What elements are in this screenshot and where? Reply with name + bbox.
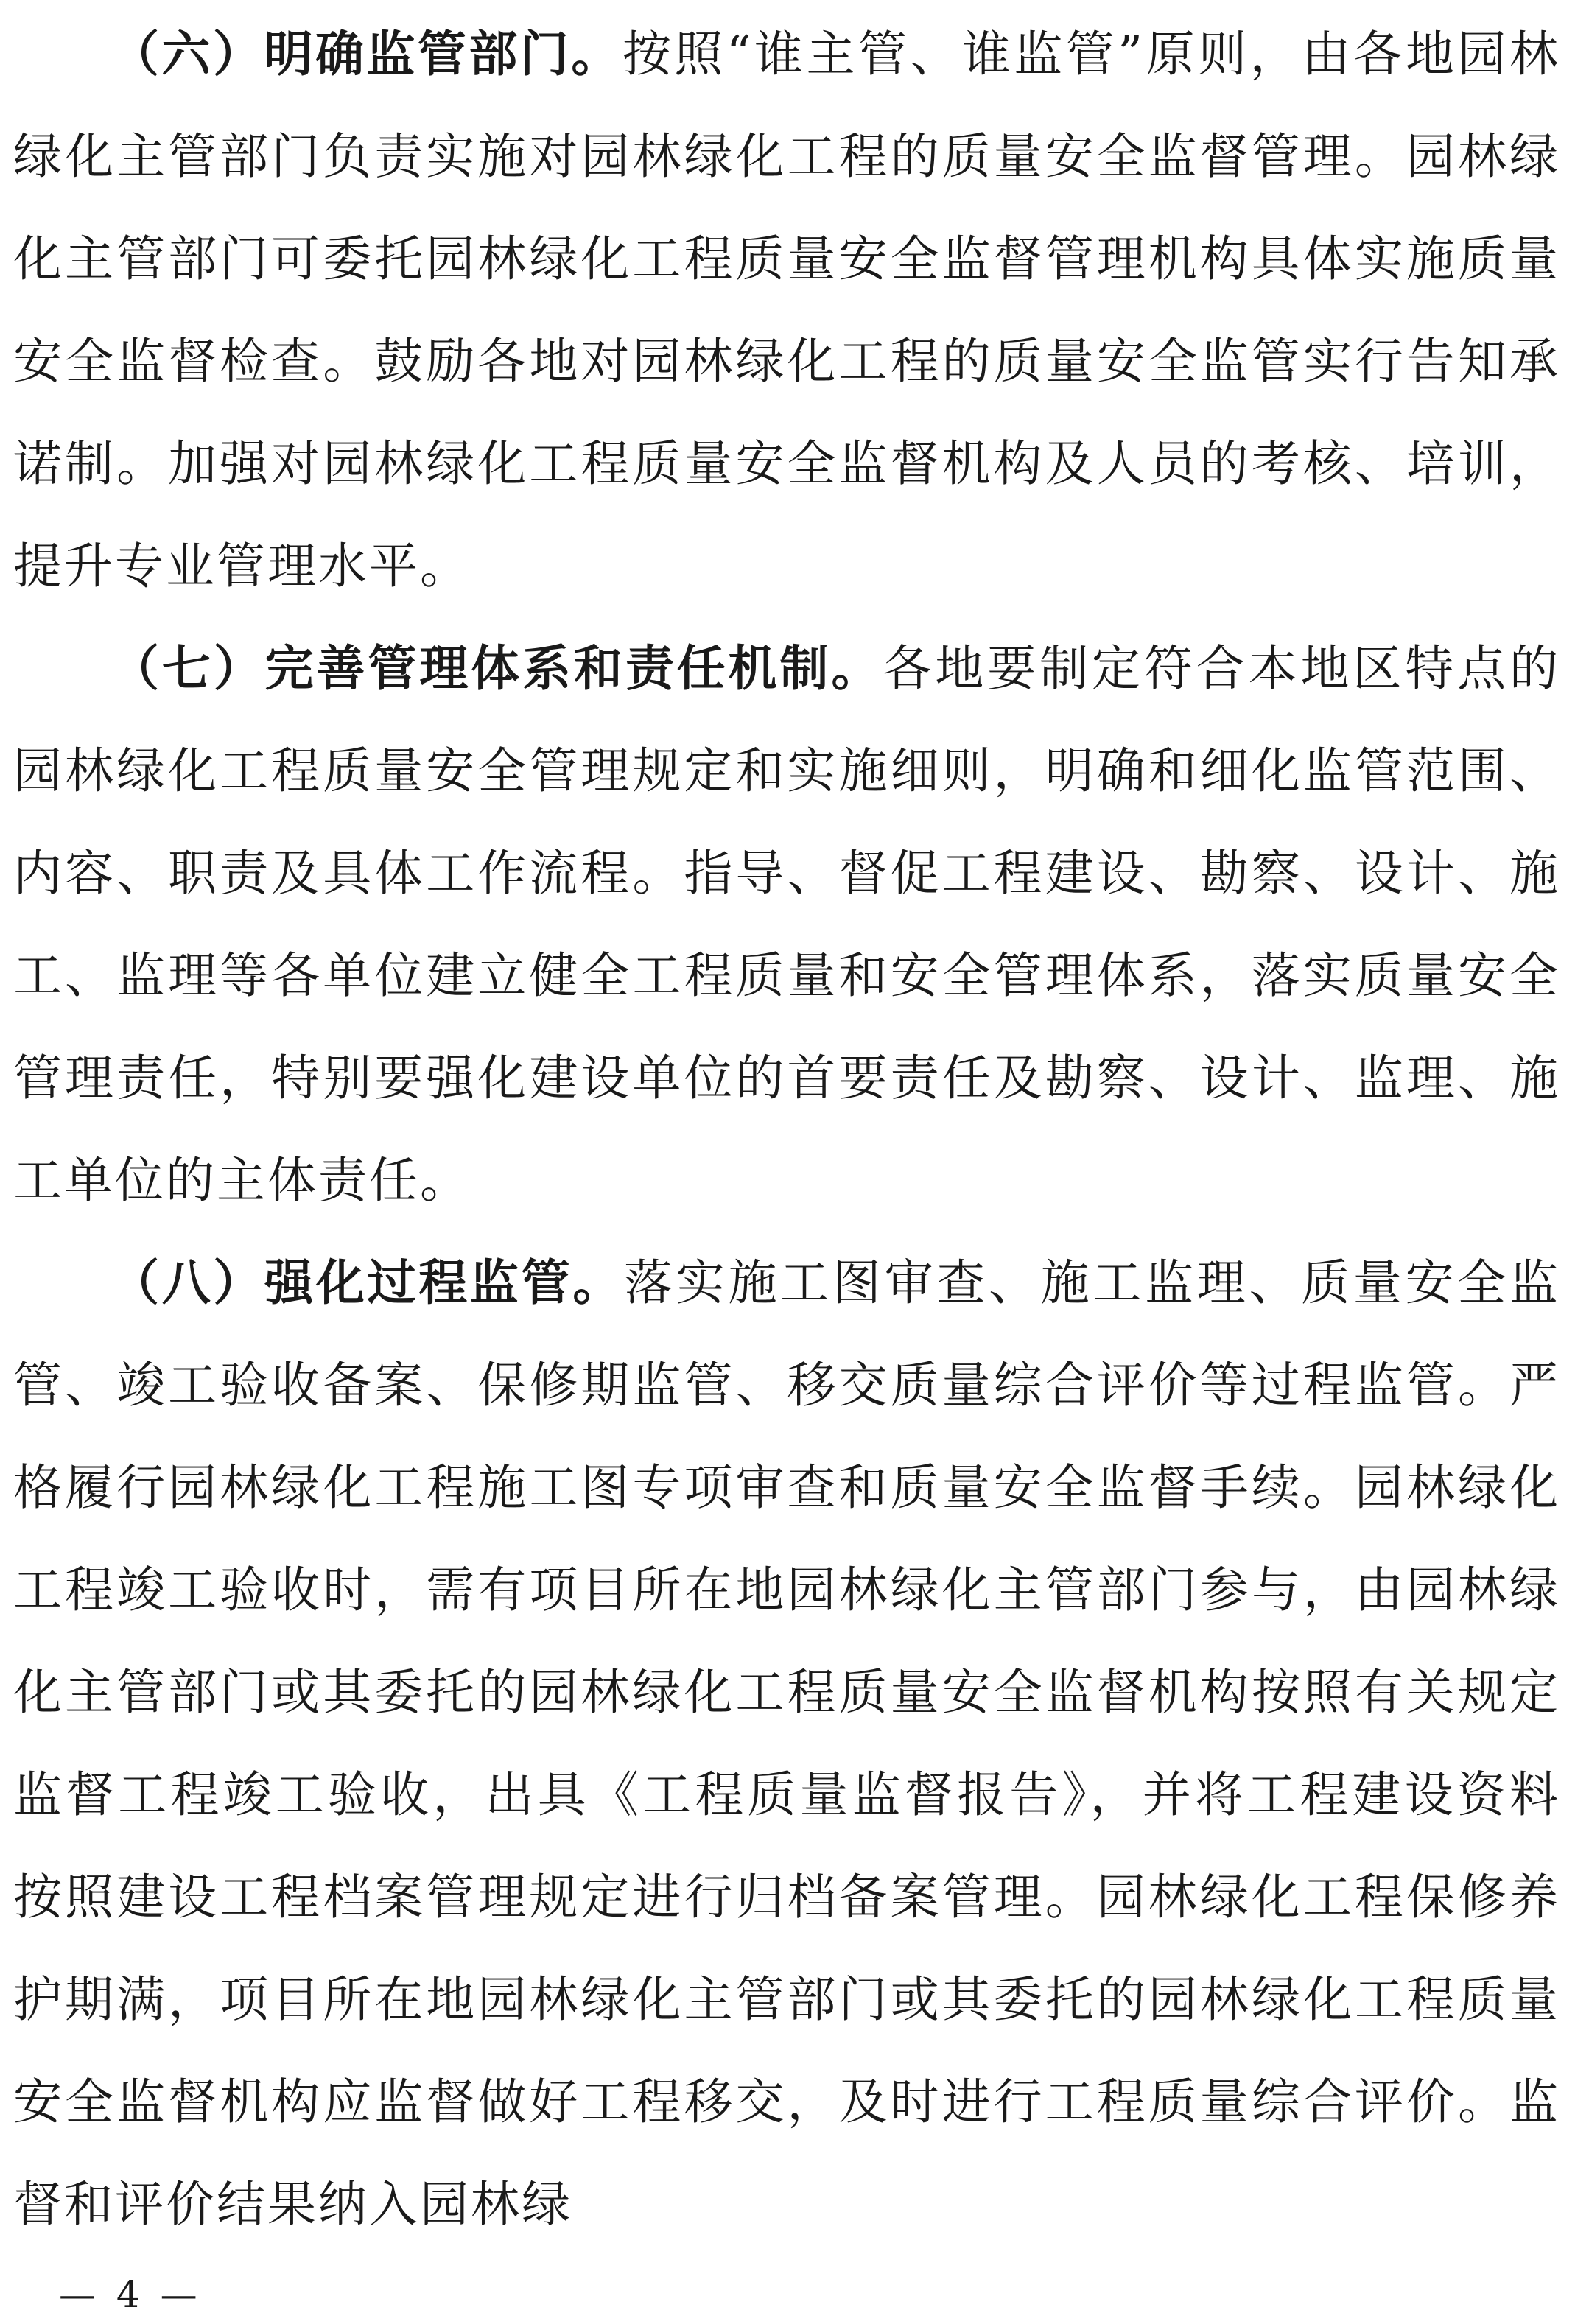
paragraph-6 [13, 3, 1560, 617]
paragraph-6-body: 按照“谁主管、谁监管”原则，由各地园林绿化主管部门负责实施对园林绿化工程的质量安全监督管理。园林绿化主管部门可委托园林绿化工程质量安全监督管理机构具体实施质量安全监督检查。鼓励各地对园林绿化工程的质量安全监管实行告知承诺制。加强对园林绿化工程质量安全监督机构及人员的考核、培训，提升专业管理水平。 [13, 26, 1560, 594]
paragraph-8-heading: （八）强化过程监管。 [111, 1254, 625, 1311]
paragraph-7 [13, 617, 1560, 1232]
paragraph-6-heading: （六）明确监管部门。 [111, 26, 622, 83]
paragraph-7-heading: （七）完善管理体系和责任机制。 [111, 640, 883, 697]
paragraph-7-body: 各地要制定符合本地区特点的园林绿化工程质量安全管理规定和实施细则，明确和细化监管范围、内容、职责及具体工作流程。指导、督促工程建设、勘察、设计、施工、监理等各单位建立健全工程质量和安全管理体系，落实质量安全管理责任，特别要强化建设单位的首要责任及勘察、设计、监理、施工单位的主体责任。 [13, 640, 1561, 1209]
paragraph-8-body: 落实施工图审查、施工监理、质量安全监管、竣工验收备案、保修期监管、移交质量综合评价等过程监管。严格履行园林绿化工程施工图专项审查和质量安全监督手续。园林绿化工程竣工验收时，需有项目所在地园林绿化主管部门参与，由园林绿化主管部门或其委托的园林绿化工程质量安全监督机构按照有关规定监督工程竣工验收，出具《工程质量监督报告》，并将工程建设资料按照建设工程档案管理规定进行归档备案管理。园林绿化工程保修养护期满，项目所在地园林绿化主管部门或其委托的园林绿化工程质量安全监督机构应监督做好工程移交，及时进行工程质量综合评价。监督和评价结果纳入园林绿 [13, 1254, 1561, 2233]
paragraph-8 [13, 1232, 1560, 2255]
page-number: — 4 — [59, 2273, 202, 2316]
